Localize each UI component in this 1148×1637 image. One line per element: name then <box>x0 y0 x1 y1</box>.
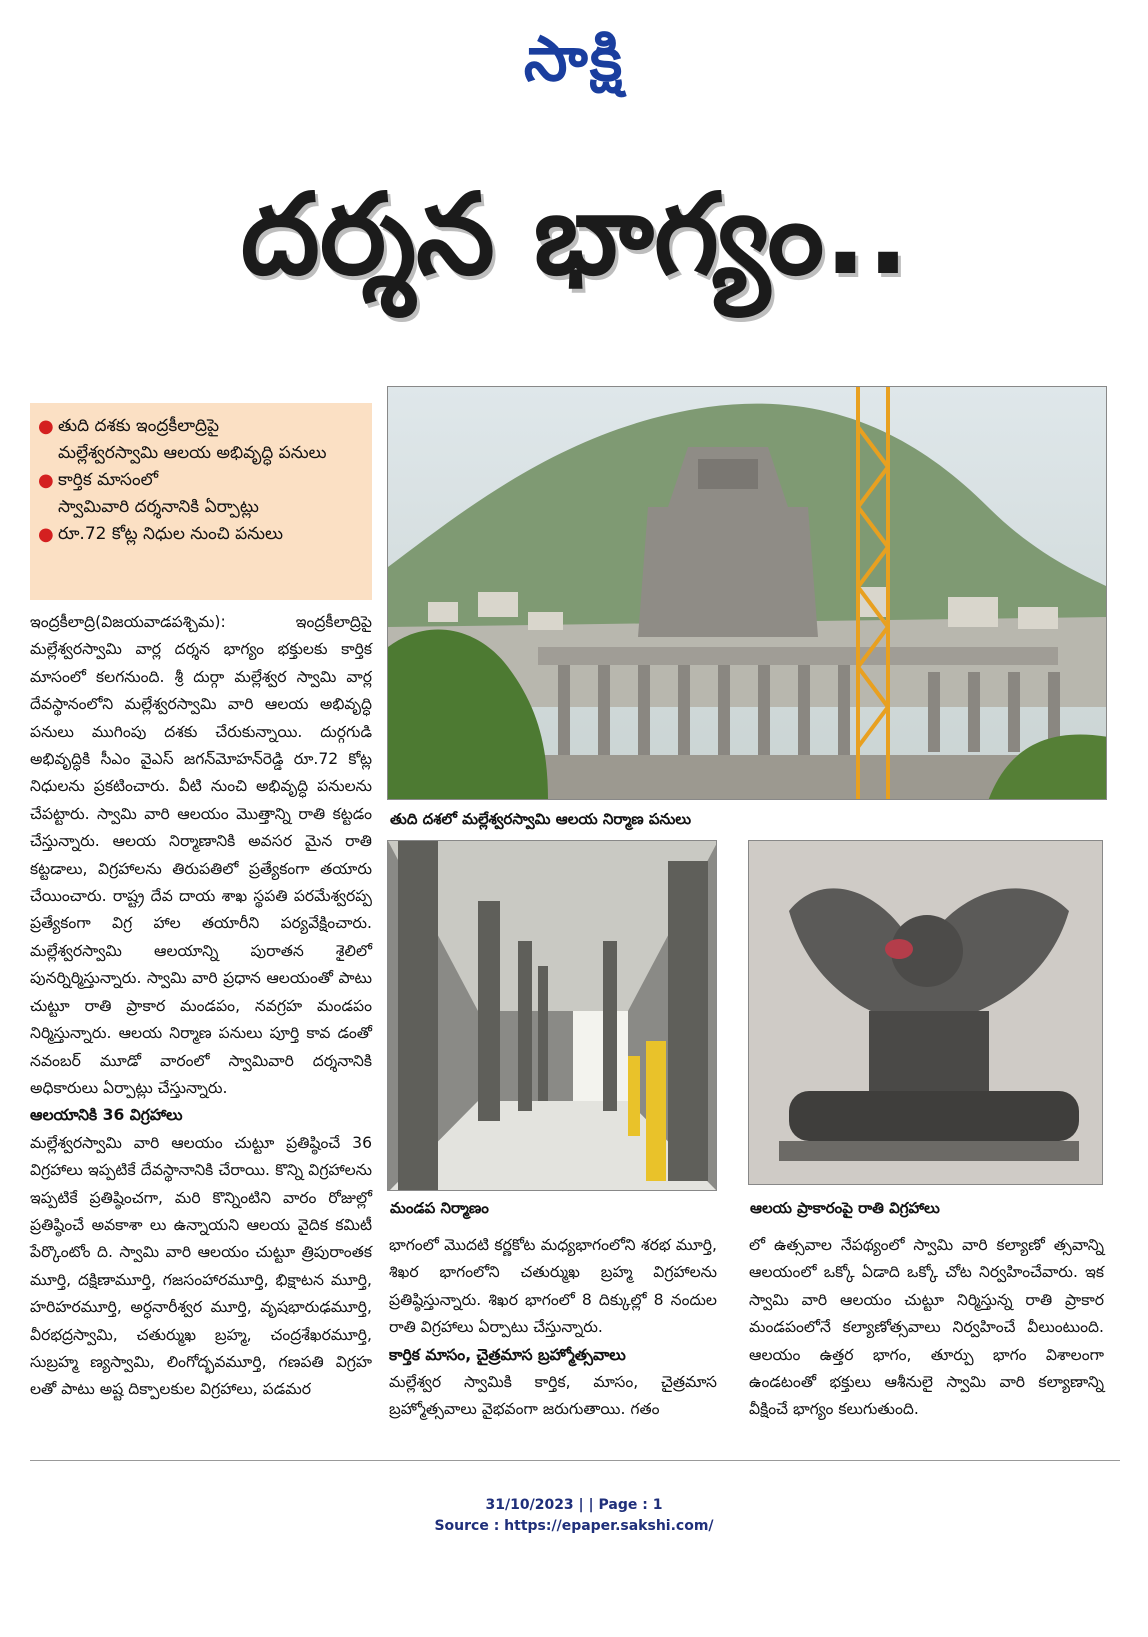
article-paragraph: భాగంలో మొదటి కర్ణకోట మధ్యభాగంలోని శరభ మూర్తి, శిఖర భాగంలోని చతుర్ముఖ బ్రహ్మ విగ్రహాలను ప్రతిష్ఠిస్తున్నారు. శిఖర భాగంలో 8 దిక్కుల్లో 8 నందుల రాతి విగ్రహాలు ఏర్పాటు చేస్తున్నారు. <box>389 1236 717 1337</box>
footer-source: Source : https://epaper.sakshi.com/ <box>434 1518 714 1534</box>
footer-date-page: 31/10/2023 | | Page : 1 <box>485 1497 663 1513</box>
photo-caption-mandapam: మండప నిర్మాణం <box>390 1199 489 1217</box>
article-subheading: ఆలయానికి 36 విగ్రహాలు <box>30 1106 183 1125</box>
temple-construction-illustration <box>388 387 1107 800</box>
footer-divider <box>30 1460 1120 1461</box>
masthead-logo: సాక్షి <box>523 22 625 95</box>
highlight-text: స్వామివారి దర్శనానికి ఏర్పాట్లు <box>58 497 259 517</box>
photo-caption-main: తుది దశలో మల్లేశ్వరస్వామి ఆలయ నిర్మాణ పనులు <box>390 810 692 828</box>
bullet-icon: ● <box>38 470 54 491</box>
mandapam-corridor-illustration <box>388 841 717 1191</box>
highlight-text: కార్తిక మాసంలో <box>58 470 159 490</box>
highlight-item <box>38 494 364 521</box>
article-column-1 <box>30 609 372 1404</box>
highlight-item <box>38 521 364 548</box>
stone-idols-photo <box>748 840 1103 1185</box>
bullet-icon: ● <box>38 524 54 545</box>
highlight-item <box>38 467 364 494</box>
temple-construction-photo <box>387 386 1107 800</box>
article-paragraph: మల్లేశ్వర స్వామికి కార్తిక, మాసం, చైత్రమాస బ్రహ్మోత్సవాలు వైభవంగా జరుగుతాయి. గతం <box>389 1373 717 1419</box>
highlight-text: తుది దశకు ఇంద్రకీలాద్రిపై <box>58 416 220 436</box>
headline: దర్శన భాగ్యం.. <box>240 170 910 300</box>
article-column-3 <box>749 1232 1104 1424</box>
mandapam-photo <box>387 840 717 1191</box>
article-paragraph: లో ఉత్సవాల నేపథ్యంలో స్వామి వారి కల్యాణో త్సవాన్ని ఆలయంలో ఒక్కో ఏడాది ఒక్కో చోట నిర్వహించేవారు. ఇక స్వామి వారి ఆలయం చుట్టూ నిర్మిస్తున్న రాతి ప్రాకార మండపంలోనే కల్యాణోత్సవాలు నిర్వహించే వీలుంటుంది. ఆలయం ఉత్తర భాగం, తూర్పు భాగం విశాలంగా ఉండటంతో భక్తులు ఆశీనులై స్వామి వారి కల్యాణాన్ని వీక్షించే భాగ్యం కలుగుతుంది. <box>749 1236 1104 1419</box>
article-paragraph: ఇంద్రకీలాద్రి(విజయవాడపశ్చిమ): ఇంద్రకీలాద్రిపై మల్లేశ్వరస్వామి వార్ల దర్శన భాగ్యం భక్తులకు కార్తిక మాసంలో కలగనుంది. శ్రీ దుర్గా మల్లేశ్వర స్వామి వార్ల దేవస్థానంలోని మల్లేశ్వరస్వామి వారి ఆలయ అభివృద్ధి పనులు ముగింపు దశకు చేరుకున్నాయి. దుర్గగుడి అభివృద్ధికి సీఎం వైఎస్ జగన్‌మోహన్‌రెడ్డి రూ.72 కోట్ల నిధులను ప్రకటించారు. వీటి నుంచి అభివృద్ధి పనులను చేపట్టారు. స్వామి వారి ఆలయం మొత్తాన్ని రాతి కట్టడం చేస్తున్నారు. ఆలయ నిర్మాణానికి అవసర మైన రాతి కట్టడాలు, విగ్రహాలను తిరుపతిలో ప్రత్యేకంగా తయారు చేయించారు. రాష్ట్ర దేవ దాయ శాఖ స్థపతి పరమేశ్వరప్ప ప్రత్యేకంగా విగ్ర హాల తయారీని పర్యవేక్షించారు. మల్లేశ్వరస్వామి ఆలయాన్ని పురాతన శైలిలో పునర్నిర్మిస్తున్నారు. స్వామి వారి ప్రధాన ఆలయంతో పాటు చుట్టూ రాతి ప్రాకార మండపం, నవగ్రహ మండపం నిర్మిస్తున్నారు. ఆలయ నిర్మాణ పనులు పూర్తి కావ డంతో నవంబర్ మూడో వారంలో స్వామివారి దర్శనానికి అధికారులు ఏర్పాట్లు చేస్తున్నారు. <box>30 613 372 1097</box>
photo-caption-idols: ఆలయ ప్రాకారంపై రాతి విగ్రహాలు <box>750 1199 940 1217</box>
stone-idols-illustration <box>749 841 1103 1185</box>
article-paragraph: మల్లేశ్వరస్వామి వారి ఆలయం చుట్టూ ప్రతిష్ఠించే 36 విగ్రహాలు ఇప్పటికే దేవస్థానానికి చేరాయి. కొన్ని విగ్రహాలను ఇప్పటికే ప్రతిష్ఠించగా, మరి కొన్నింటిని వారం రోజుల్లో ప్రతిష్ఠించే అవకాశా లు ఉన్నాయని ఆలయ వైదిక కమిటీ పేర్కొంటోం ది. స్వామి వారి ఆలయం చుట్టూ త్రిపురాంతక మూర్తి, దక్షిణామూర్తి, గజసంహారమూర్తి, భిక్షాటన మూర్తి, హరిహరమూర్తి, అర్ధనారీశ్వర మూర్తి, వృషభారుఢమూర్తి, వీరభద్రస్వామి, చతుర్ముఖ బ్రహ్మ, చంద్రశేఖరమూర్తి, సుబ్రహ్మ ణ్యస్వామి, లింగోద్భవమూర్తి, గణపతి విగ్రహ లతో పాటు అష్ట దిక్పాలకుల విగ్రహాలు, పడమర <box>30 1133 372 1399</box>
article-subheading: కార్తిక మాసం, చైత్రమాస బ్రహ్మోత్సవాలు <box>389 1345 626 1364</box>
highlight-text: రూ.72 కోట్ల నిధుల నుంచి పనులు <box>58 524 283 544</box>
bullet-icon: ● <box>38 416 54 437</box>
highlights-box <box>30 403 372 600</box>
highlight-item <box>38 440 364 467</box>
article-column-2 <box>389 1232 717 1424</box>
highlight-text: మల్లేశ్వరస్వామి ఆలయ అభివృద్ధి పనులు <box>58 443 327 463</box>
highlight-item <box>38 413 364 440</box>
